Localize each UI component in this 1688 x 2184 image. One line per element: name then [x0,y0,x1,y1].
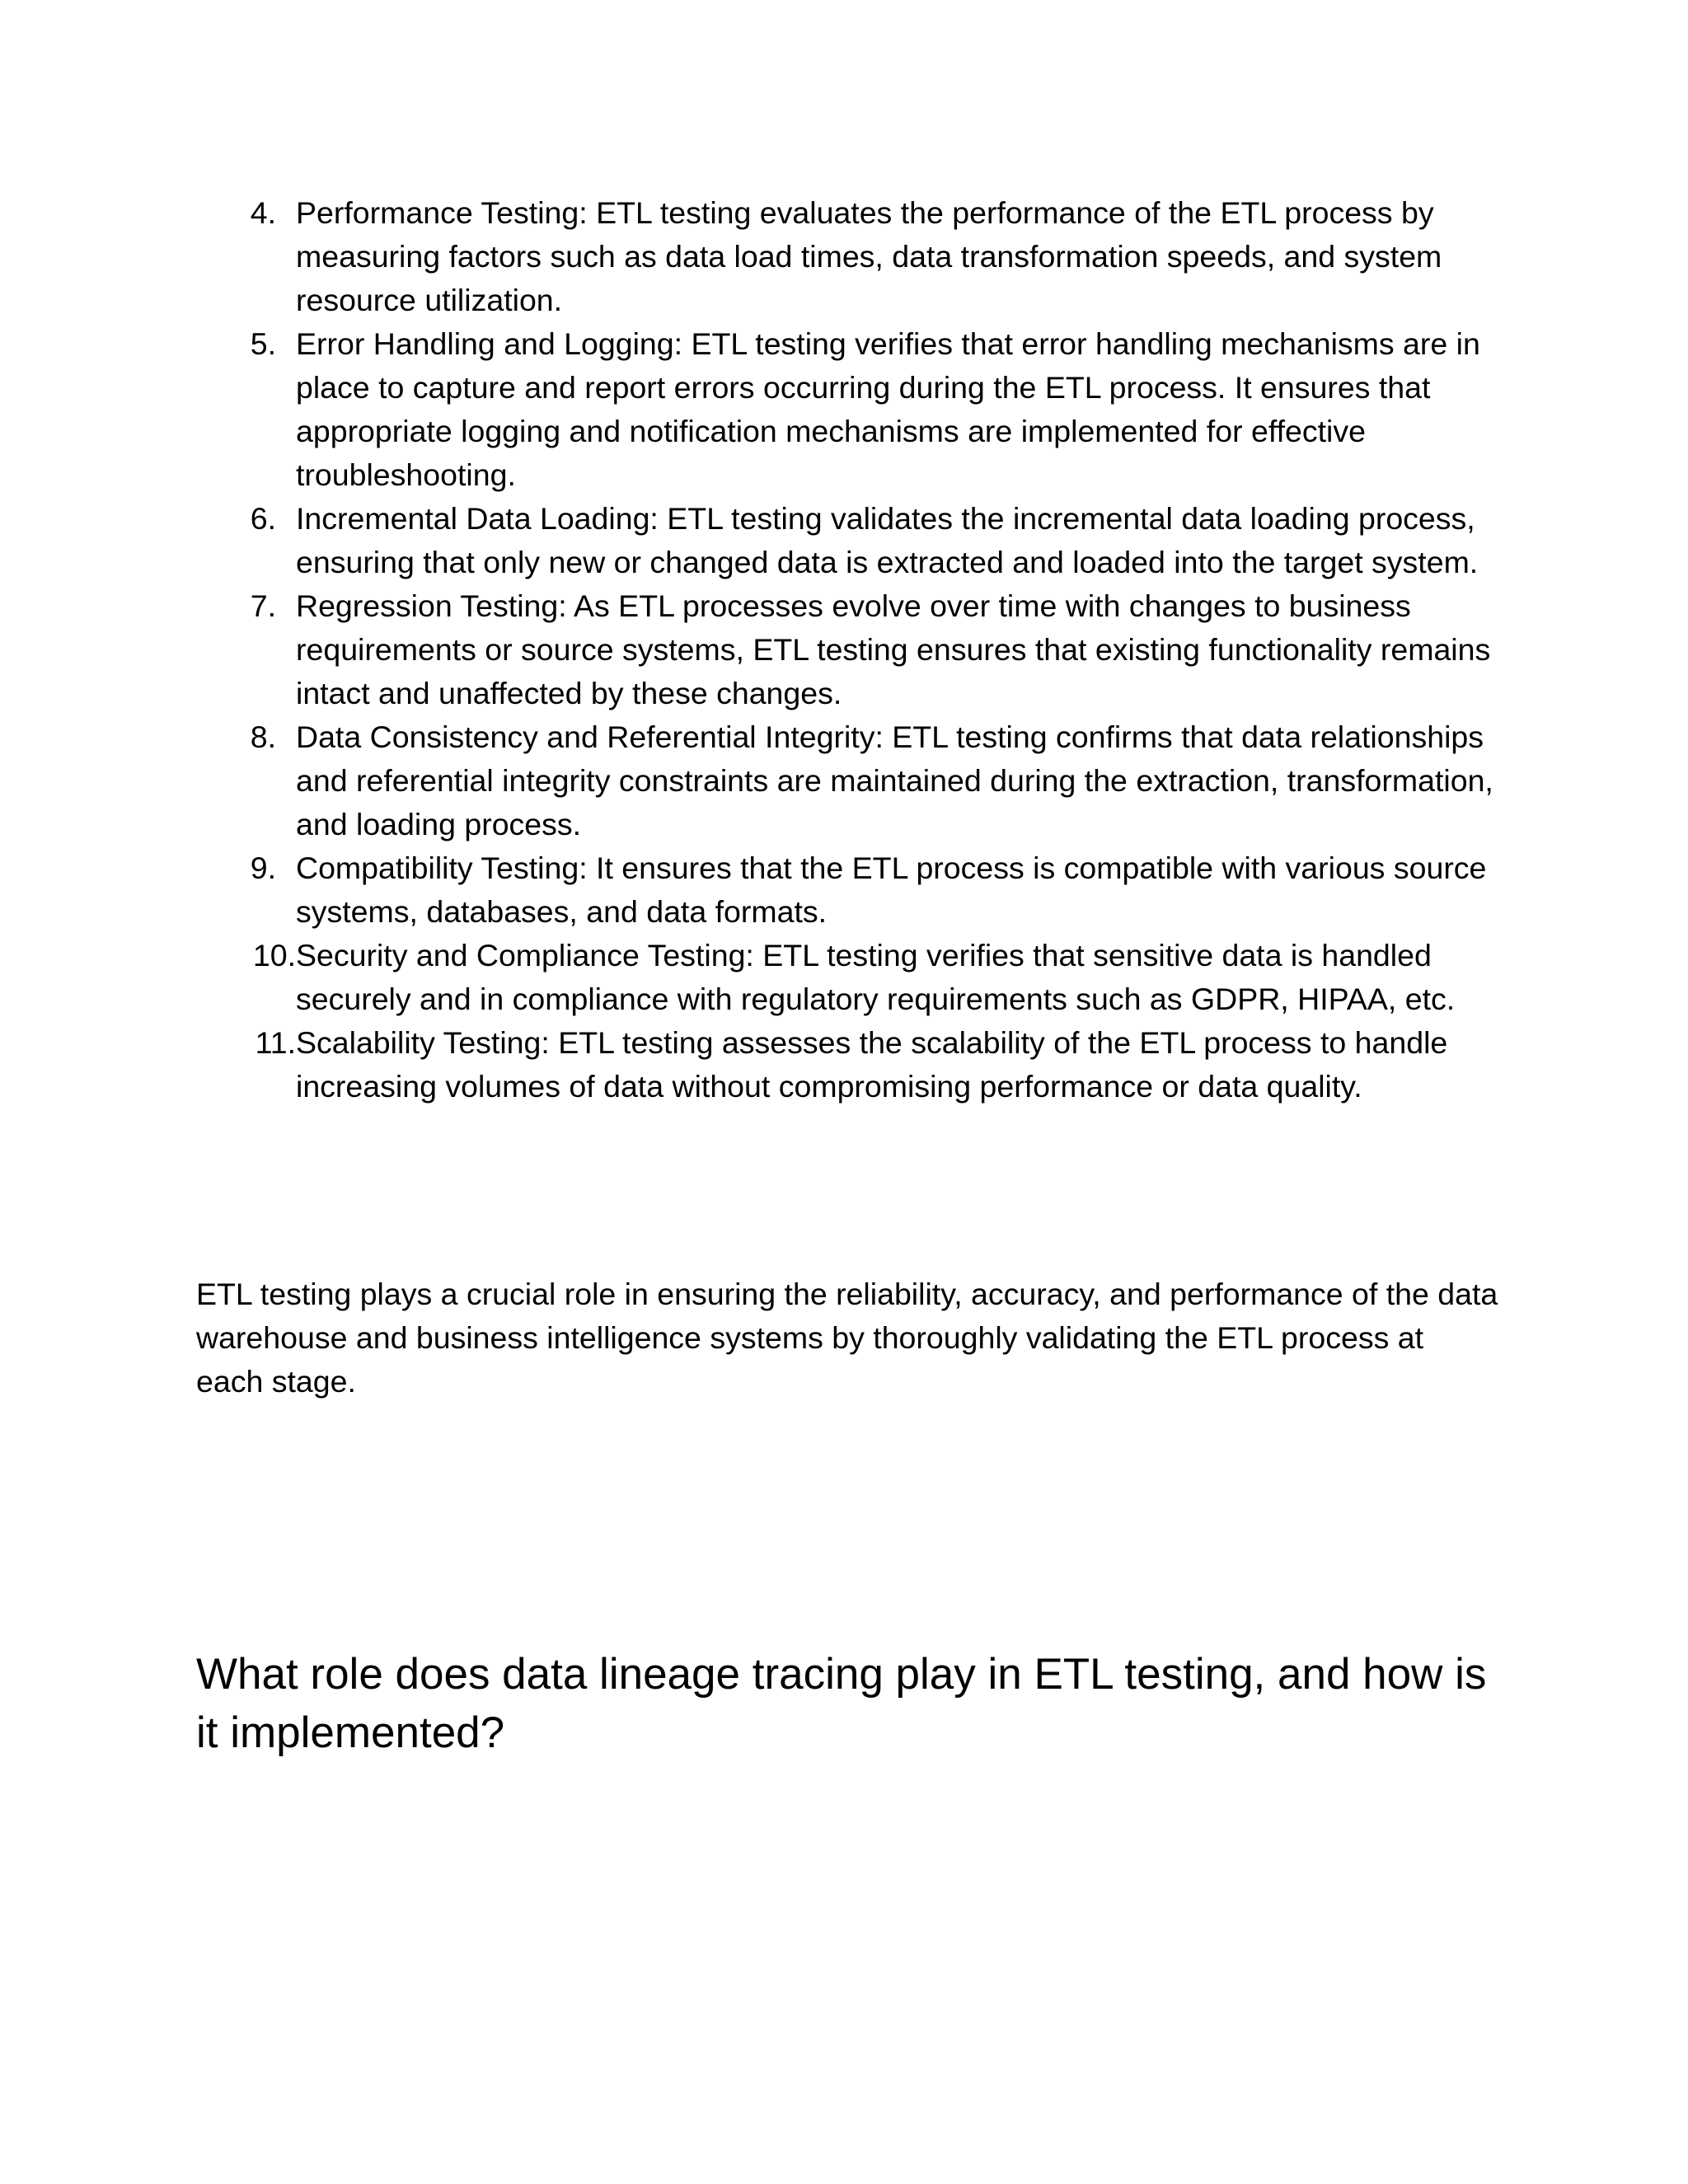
list-item-number: 6. [250,501,276,536]
list-item-number: 11. [255,1025,296,1060]
list-item-text: Regression Testing: As ETL processes evolve over time with changes to business requirements or source systems, ETL testing ensures that existing functionality remains intact and unaffected by these changes. [296,588,1491,710]
summary-paragraph: ETL testing plays a crucial role in ensuring the reliability, accuracy, and performance of the data warehouse and business intelligence systems by thoroughly validating the ETL process at each stage. [196,1277,1498,1399]
list-item [196,846,1507,934]
list-item-text: Error Handling and Logging: ETL testing verifies that error handling mechanisms are in place to capture and report errors occurring during the ETL process. It ensures that appropriate logging and notification mechanisms are implemented for effective troubleshooting. [296,326,1480,492]
list-item-text: Compatibility Testing: It ensures that the ETL process is compatible with various source systems, databases, and data formats. [296,851,1487,929]
list-item-number: 10. [252,938,296,972]
list-item-text: Security and Compliance Testing: ETL testing verifies that sensitive data is handled securely and in compliance with regulatory requirements such as GDPR, HIPAA, etc. [296,938,1456,1016]
list-item [196,715,1507,846]
list-item-text: Incremental Data Loading: ETL testing validates the incremental data loading process, ensuring that only new or changed data is extracted and loaded into the target system. [296,501,1479,579]
list-item-number: 5. [250,326,276,361]
list-item [196,322,1507,497]
list-item-number: 7. [250,588,276,623]
list-item-number: 8. [250,719,276,754]
list-item-number: 4. [250,195,276,230]
list-item [196,497,1507,584]
section-heading: What role does data lineage tracing play in ETL testing, and how is it implemented? [196,1650,1487,1757]
list-item [196,934,1507,1021]
list-item-text: Data Consistency and Referential Integrity: ETL testing confirms that data relationships and referential integrity constraints are maintained during the extraction, transformation, and loading process. [296,719,1493,841]
numbered-list [196,191,1507,1108]
list-item-text: Scalability Testing: ETL testing assesses the scalability of the ETL process to handle increasing volumes of data without compromising performance or data quality. [296,1025,1448,1104]
list-item-number: 9. [250,851,276,885]
list-item [196,191,1507,322]
list-item [196,1021,1507,1108]
list-item [196,584,1507,715]
list-item-text: Performance Testing: ETL testing evaluates the performance of the ETL process by measuring factors such as data load times, data transformation speeds, and system resource utilization. [296,195,1442,317]
